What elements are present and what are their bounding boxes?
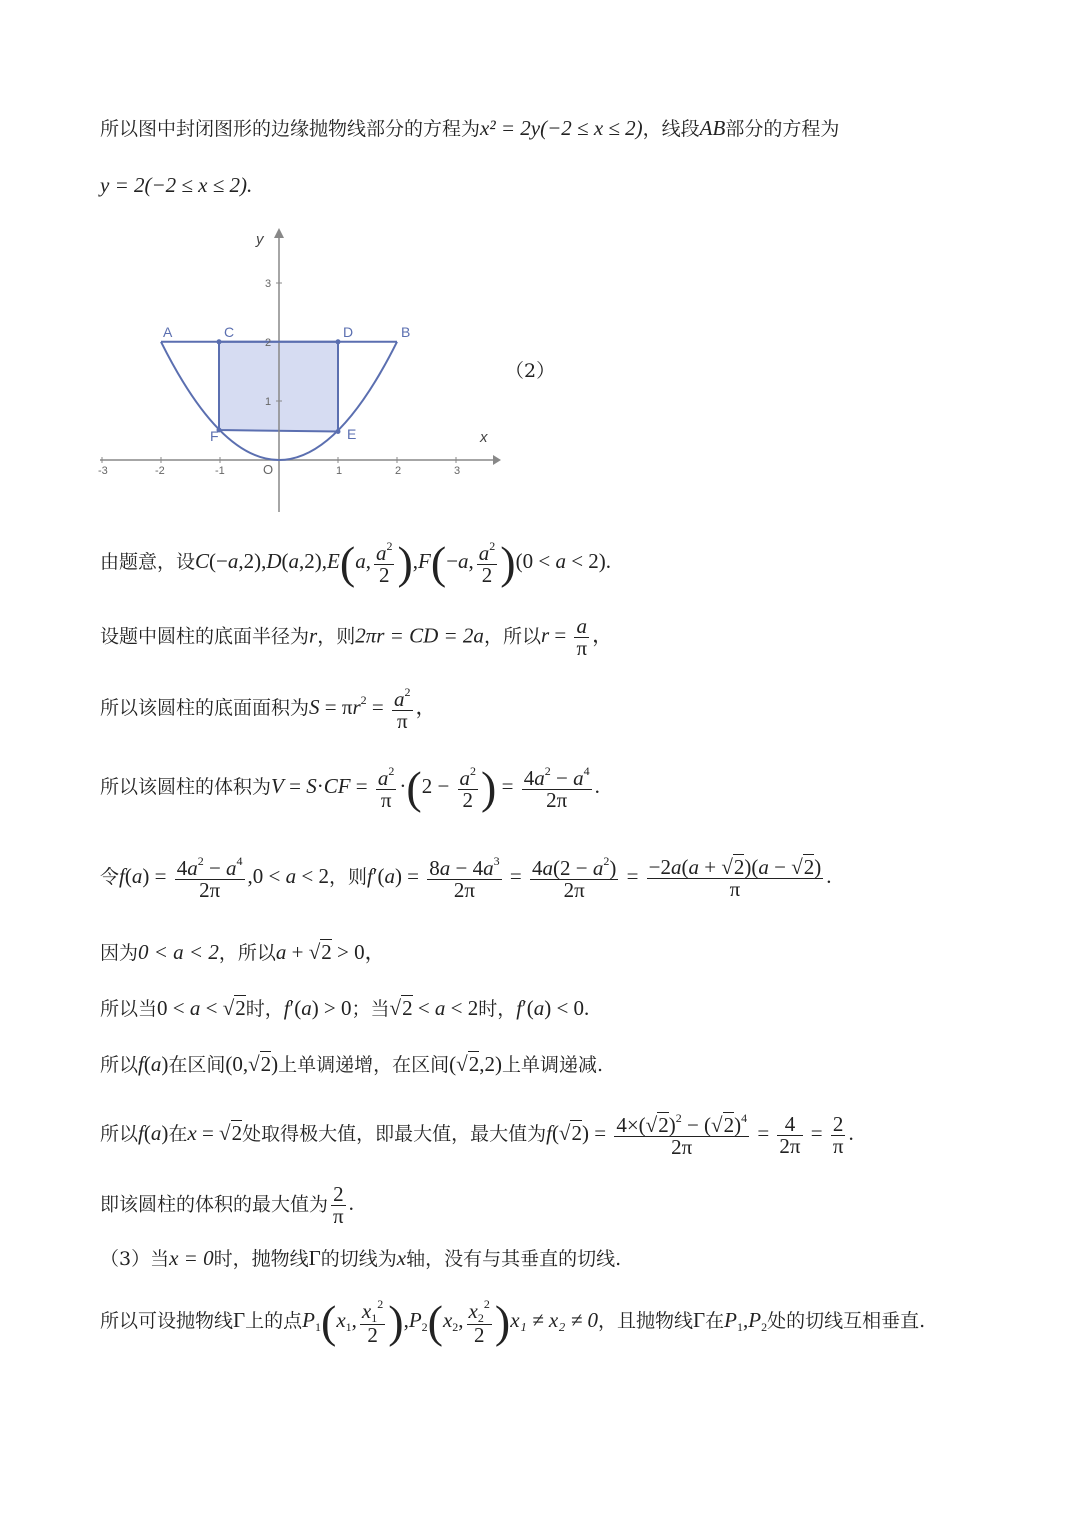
line-radius: 设题中圆柱的底面半径为r，则2πr = CD = 2a，所以r = $\frac{a}{\pi}$ ， — [100, 614, 614, 660]
text-so: ，所以 — [483, 625, 541, 648]
text-base-area: 所以该圆柱的底面面积为 — [100, 696, 310, 719]
text-let: 令 — [100, 865, 120, 888]
origin-label: O — [263, 462, 274, 477]
x-tick-label: -1 — [215, 465, 225, 477]
line-volume: 所以该圆柱的体积为V = S·CF = $\frac{a^2}{\pi}$ ·(2 − $\frac{a^2}{2}$ ) = $\frac{4a^2 - a^4}{2\pi}$ . — [100, 762, 600, 813]
text-increasing: 上单调递增，在区间 — [278, 1054, 450, 1076]
eq-parabola: x² = 2y(−2 ≤ x ≤ 2) — [480, 116, 643, 140]
text-intro: 所以图中封闭图形的边缘抛物线部分的方程为 — [100, 118, 481, 140]
text-so: ，所以 — [218, 942, 276, 964]
text-when3: 时， — [478, 998, 517, 1020]
line-points-p1-p2: 所以可设抛物线Γ上的点$P_1(x_1$, $\frac{x_1^2}{2}$ )$,P_2(x_2$, $\frac{x_2^2}{2}$ )x₁ ≠ x₂ ≠ 0，且抛物线Γ在$P_1,P_2$处的切线互相垂直. — [100, 1296, 926, 1347]
text-max-volume: 即该圆柱的体积的最大值为 — [100, 1193, 329, 1216]
text-perpendicular-tangents: 处的切线互相垂直. — [767, 1309, 926, 1332]
symbol-gamma: Γ — [693, 1307, 706, 1332]
text-points-on: 上的点 — [245, 1309, 303, 1332]
text-in-interval: 在区间 — [168, 1054, 226, 1076]
symbol-x: x — [396, 1246, 407, 1270]
text-assume: 所以可设抛物线 — [100, 1309, 234, 1332]
line-define-points: 由题意，设C(−a,2),D(a,2),E(a, $\frac{a^2}{2}$ ),F(−a, $\frac{a^2}{2}$ )(0 < a < 2). — [100, 537, 612, 588]
eq-circumference: 2πr = CD = 2a — [355, 623, 484, 648]
eq-condition: x₁ ≠ x₂ ≠ 0 — [510, 1307, 598, 1332]
text-no-perpendicular: 轴，没有与其垂直的切线. — [406, 1248, 622, 1270]
parabola-graph — [95, 222, 505, 517]
y-tick-label: 2 — [265, 337, 272, 349]
x-tick-label: 2 — [395, 465, 402, 477]
symbol-gamma: Γ — [308, 1246, 321, 1270]
text-part3-when: （3）当 — [100, 1248, 170, 1270]
point-label-e: E — [347, 426, 357, 442]
text-volume: 所以该圆柱的体积为 — [100, 775, 272, 798]
line-max-volume: 即该圆柱的体积的最大值为 $\frac{2}{\pi}$ . — [100, 1182, 354, 1228]
text-when2: ；当 — [351, 998, 390, 1020]
line-base-area: 所以该圆柱的底面面积为$S = \pi r^2$ = $\frac{a^2}{\pi}$ ， — [100, 685, 437, 733]
text-at: 在 — [705, 1309, 725, 1332]
point-label-b: B — [401, 324, 411, 340]
x-tick-label: 1 — [336, 465, 343, 477]
label-ab: AB — [699, 116, 726, 140]
y-tick-label: 3 — [265, 278, 272, 290]
text-tangent-is: 的切线为 — [320, 1248, 397, 1270]
text-equation-of: 部分的方程为 — [725, 118, 840, 140]
text-decreasing: 上单调递减. — [501, 1054, 603, 1076]
line-monotonic-intervals: 所以f(a)在区间(0,√2)上单调递增，在区间(√2,2)上单调递减. — [100, 1052, 603, 1076]
line-define-f: 令f(a) = $\frac{4a^2 - a^4}{2\pi}$ ,0 < a < 2，则f′(a) = $\frac{8a - 4a^3}{2\pi}$ = $\frac{4a(2 - a^2)}{2\pi}$ = $\frac{-2a(a + √2)(a - √2)}{\pi}$ . — [100, 854, 832, 902]
text-so-when: 所以当 — [100, 998, 158, 1020]
text-max-value: 处取得极大值，即最大值，最大值为 — [242, 1122, 547, 1145]
text-so: 所以 — [100, 1122, 139, 1145]
part-2-label: （2） — [505, 360, 556, 382]
text-so: 所以 — [100, 1054, 139, 1076]
text-by-question: 由题意，设 — [100, 550, 196, 573]
y-axis-arrow-icon — [274, 228, 284, 238]
line-parabola-equation — [100, 118, 839, 139]
text-then: ，则 — [317, 625, 356, 648]
symbol-gamma: Γ — [233, 1307, 246, 1332]
x-tick-label: -2 — [155, 465, 165, 477]
x-tick-label: -3 — [98, 465, 108, 477]
symbol-r: r — [309, 623, 318, 648]
text-because: 因为 — [100, 942, 139, 964]
text-radius-intro: 设题中圆柱的底面半径为 — [100, 625, 310, 648]
text-parabola: 时，抛物线 — [213, 1248, 309, 1270]
text-at: 在 — [168, 1122, 188, 1145]
text-and-parabola: ，且抛物线 — [598, 1309, 694, 1332]
line-because: 因为0 < a < 2，所以a + √2 > 0， — [100, 940, 386, 964]
eq-range-a: 0 < a < 2 — [138, 940, 219, 964]
line-maximum: 所以f(a)在x = √2处取得极大值，即最大值，最大值为f(√2) = $\frac{4\times(√2)^2 - (√2)^4}{2\pi}$ = $\frac{4}{2\pi}$ = $\frac{2}{\pi}$ . — [100, 1111, 854, 1159]
y-axis-label: y — [256, 231, 264, 248]
x-tick-label: 3 — [454, 465, 461, 477]
line-monotonic-cases: 所以当0 < a < √2时，f′(a) > 0；当√2 < a < 2时，f′(a) < 0. — [100, 996, 590, 1020]
eq-segment-ab: y = 2(−2 ≤ x ≤ 2). — [100, 173, 253, 197]
eq-x-zero: x = 0 — [169, 1246, 214, 1270]
x-axis-arrow-icon — [493, 455, 501, 465]
text-when: 时， — [245, 998, 284, 1020]
text-then: ，则 — [328, 865, 367, 888]
point-label-c: C — [224, 324, 235, 340]
text-segment: ，线段 — [642, 118, 700, 140]
y-tick-label: 1 — [265, 396, 272, 408]
x-axis-label: x — [480, 429, 488, 446]
point-label-d: D — [343, 324, 354, 340]
point-label-a: A — [163, 324, 173, 340]
point-label-f: F — [210, 428, 219, 444]
line-part-3 — [100, 1248, 621, 1269]
